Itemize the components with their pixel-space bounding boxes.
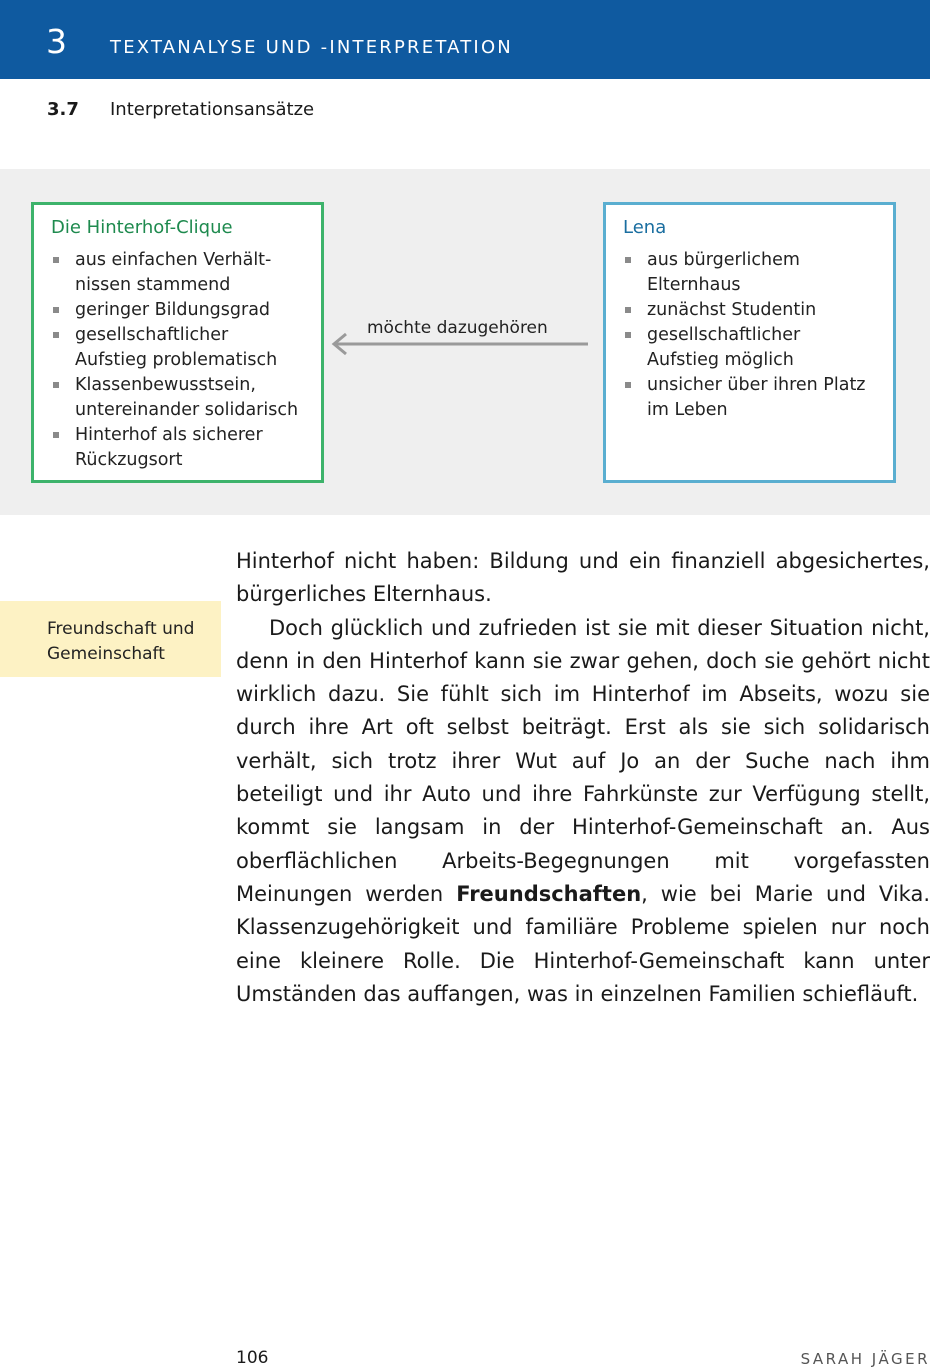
body-text — [236, 545, 930, 1011]
hinterhof-clique-box — [31, 202, 324, 483]
list-item: gesellschaftlicher Aufstieg möglich — [623, 323, 877, 373]
chapter-number: 3 — [46, 22, 67, 61]
left-arrow-icon — [326, 330, 594, 358]
margin-note — [0, 601, 221, 677]
section-number: 3.7 — [47, 99, 79, 120]
list-item: aus bürgerlichem Elternhaus — [623, 248, 877, 298]
bold-term: Freundschaften — [456, 881, 642, 906]
section-title: Interpretationsansätze — [110, 99, 315, 120]
list-item: Hinterhof als sicherer Rückzugsort — [51, 423, 305, 473]
paragraph — [236, 612, 930, 1012]
list-item: geringer Bildungsgrad — [51, 298, 305, 323]
lena-box — [603, 202, 896, 483]
list-item: aus einfachen Verhält- nissen stammend — [51, 248, 305, 298]
paragraph-text: , wie bei Marie und Vika. Klassenzugehörigkeit und familiäre Probleme spielen nur noch eine kleinere Rolle. Die Hinterhof-Gemeinschaft kann unter Umständen das auffangen, was in einzelnen Familien schiefläuft. — [236, 881, 930, 1006]
page-number: 106 — [236, 1348, 269, 1368]
list-item: zunächst Studentin — [623, 298, 877, 323]
margin-note-line: Gemeinschaft — [47, 644, 165, 664]
author-name: SARAH JÄGER — [800, 1350, 930, 1368]
arrow-label: möchte dazugehören — [367, 318, 548, 338]
paragraph: Hinterhof nicht haben: Bildung und ein finanziell abgesichertes, bürgerliches Elternhaus. — [236, 549, 930, 607]
margin-note-line: Freundschaft und — [47, 619, 195, 639]
list-item: Klassenbewusstsein, untereinander solidarisch — [51, 373, 305, 423]
paragraph-text: Doch glücklich und zufrieden ist sie mit dieser Situation nicht, denn in den Hinterhof kann sie zwar gehen, doch sie gehört nicht wirklich dazu. Sie fühlt sich im Hinterhof im Abseits, wozu sie durch ihre Art oft selbst beiträgt. Erst als sie sich solidarisch verhält, sich trotz ihrer Wut auf Jo an der Suche nach ihm beteiligt und ihr Auto und ihre Fahrkünste zur Verfügung stellt, kommt sie langsam in der Hinterhof-Gemeinschaft an. Aus oberflächlichen Arbeits-Begegnungen mit vorgefassten Meinungen werden — [236, 615, 930, 906]
chapter-title: TEXTANALYSE UND -INTERPRETATION — [110, 37, 513, 58]
list-item: gesellschaftlicher Aufstieg problematisch — [51, 323, 305, 373]
lena-list — [623, 248, 877, 423]
hinterhof-clique-title: Die Hinterhof-Clique — [51, 217, 233, 238]
list-item: unsicher über ihren Platz im Leben — [623, 373, 877, 423]
hinterhof-clique-list — [51, 248, 305, 473]
lena-title: Lena — [623, 217, 667, 238]
